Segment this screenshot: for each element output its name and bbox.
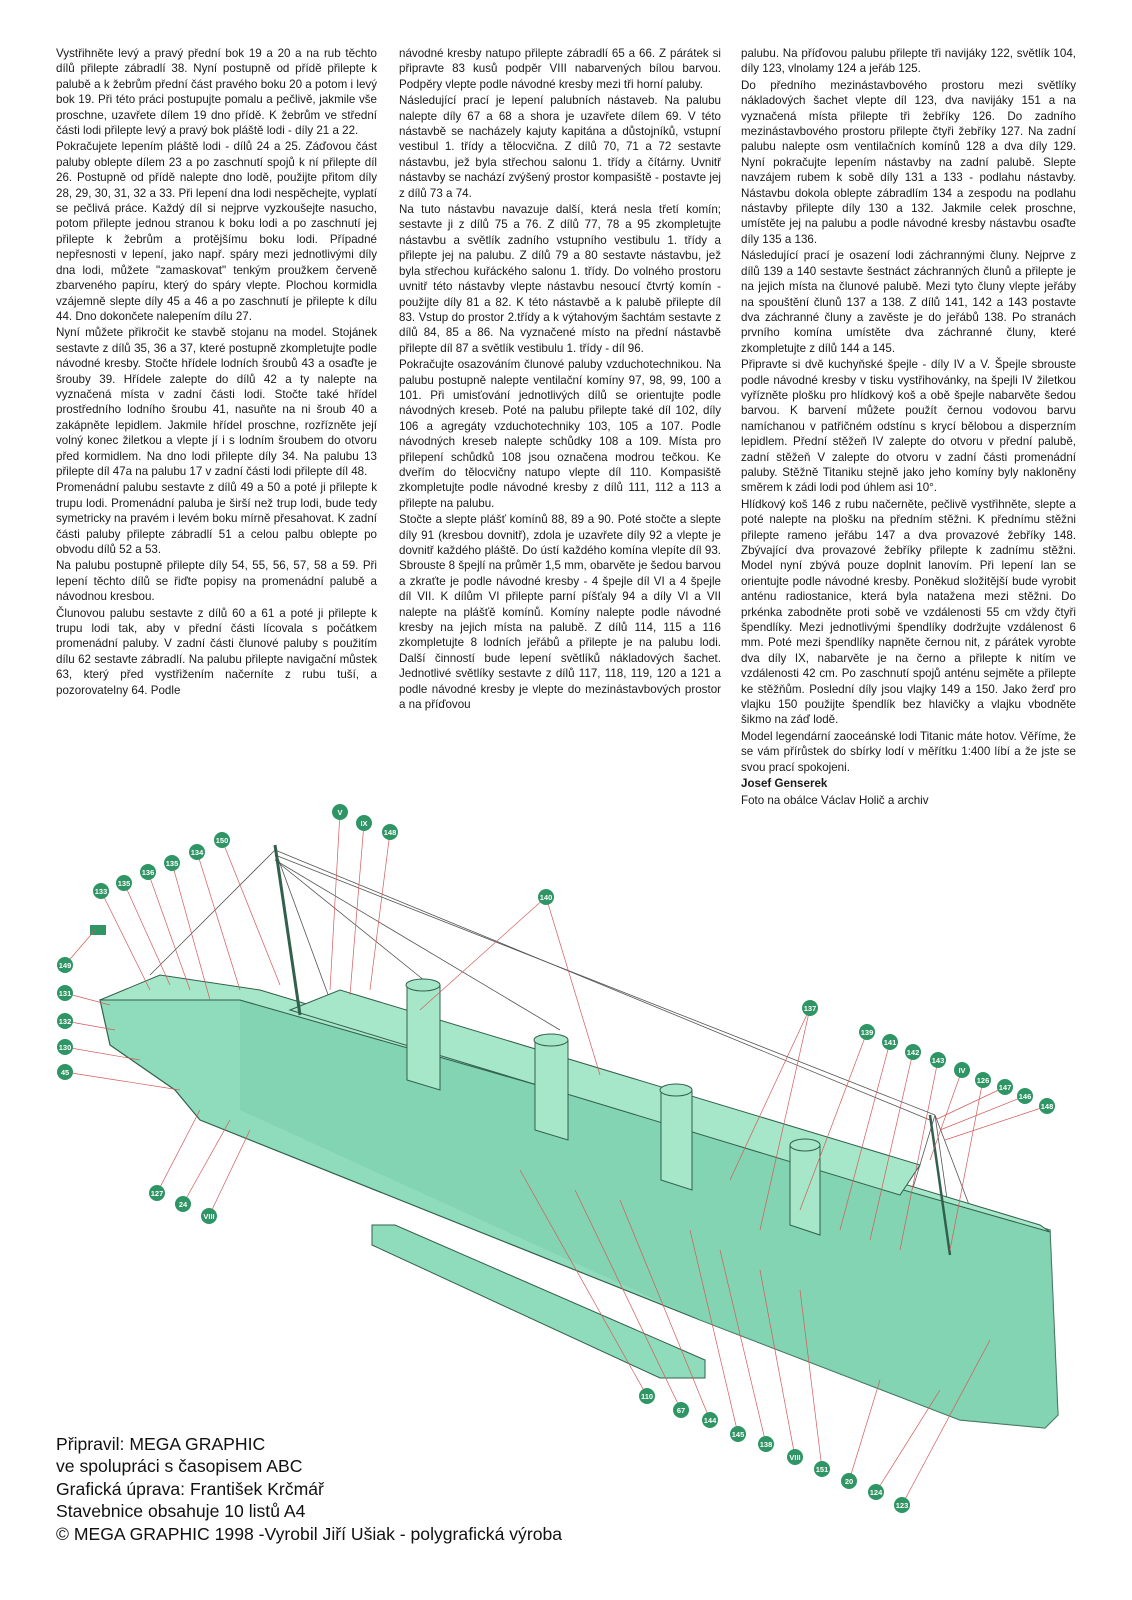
callout-badge xyxy=(189,844,205,860)
callout-label: 20 xyxy=(844,1477,854,1486)
callout-badge xyxy=(149,1185,165,1201)
callout-label: 148 xyxy=(383,828,397,837)
paragraph: Pokračujte osazováním člunové paluby vzduchotechnikou. Na palubu postupně nalepte ventilační komíny 97, 98, 99, 100 a 101. Při umisťování jednotlivých dílů se orientujte podle návodných kreseb. Poté na palubu přilepte také díl 102, díly 106 a agregáty vzduchotechniky 103, 105 a 107. Podle návodných kreseb nalepte schůdky 108 a 109. Místa pro přilepení schůdků 108 jsou označena modrou tečkou. Ke dveřím do tělocvičny natupo vlepte díl 110. Kompasiště zkompletujte podle návodné kresby z dílů 111, 112 a 113 a přilepte na palubu. xyxy=(399,358,721,510)
callout-label: VIII xyxy=(203,1212,215,1221)
callout-label: 110 xyxy=(640,1392,654,1401)
funnel-3-top xyxy=(660,1084,692,1096)
callout-label: 127 xyxy=(150,1189,164,1198)
photo-credit: Foto na obálce Václav Holič a archiv xyxy=(741,793,929,807)
callout-badge xyxy=(882,1034,898,1050)
callout-label: 147 xyxy=(998,1083,1012,1092)
paragraph: Nyní můžete přikročit ke stavbě stojanu na model. Stojánek sestavte z dílů 35, 36 a 37, které postupně zkompletujte podle návodné kresby. Stočte hřídele lodních šroubů 43 a osaďte je šrouby 39. Hřídele zalepte do dílů 42 a ty nalepte na vyznačená místa v zadní části lodi. Stočte také hřídel prostředního lodního šroubu 41, nasuňte na ni šroub 40 a zakápněte lepidlem. Jakmile hřídel proschne, rozřízněte její volný konec žiletkou a vlepte jí i s lodním šroubem do otvoru před kormidlem. Na dno lodi přilepte díly 34. Na palubu 13 přilepte díl 47a na palubu 17 v zadní části lodi přilepte díl 48. xyxy=(56,326,377,478)
funnel-1-top xyxy=(406,979,440,991)
funnel-3 xyxy=(661,1090,692,1190)
paragraph: Do předního mezinástavbového prostoru mezi světlíky nákladových šachet vlepte díl 123, dva navijáky 151 a na vyznačená místa přilepte tři žebříky 126. Do zadního mezinástavbového prostoru přilepte čtyři žebříky 127. Na zadní palubu nalepte osm ventilačních komínů 128 a dva díly 129. Nyní pokračujte lepením nástavby na zadní palubě. Slepte navzájem rubem k sobě díly 131 a 133 - podlahu nástavby. Nástavbu dokola oblepte zábradlím 134 a zespodu na podlahu nástavby přilepte díly 130 a 132. Jakmile celek proschne, umístěte jej na palubu a podle návodné kresby nástavbu osaďte díly 135 a 136. xyxy=(741,78,1076,246)
callout-badge xyxy=(332,804,348,820)
callout-badge xyxy=(997,1079,1013,1095)
callout-label: 130 xyxy=(58,1043,72,1052)
paragraph: Na palubu postupně přilepte díly 54, 55, 56, 57, 58 a 59. Při lepení těchto dílů se řiďte popisy na promenádní palubě a návodnou kresbou. xyxy=(56,559,377,604)
text-column-2 xyxy=(399,46,721,713)
callout-label: 134 xyxy=(190,848,204,857)
callout-label: 124 xyxy=(869,1488,883,1497)
callout-badge xyxy=(702,1412,718,1428)
callout-badge xyxy=(1039,1098,1055,1114)
paragraph: Model legendární zaoceánské lodi Titanic máte hotov. Věříme, že se vám přírůstek do sbírky lodí v měřítku 1:400 líbí a že jste se svou prací spokojeni. xyxy=(741,729,1076,774)
funnel-2-top xyxy=(534,1034,568,1046)
callout-label: 138 xyxy=(759,1440,773,1449)
callout-label: 135 xyxy=(117,879,131,888)
callout-badge xyxy=(356,815,372,831)
paragraph: návodné kresby natupo přilepte zábradlí 65 a 66. Z párátek si připravte 83 kusů podpěr VIII nabarvených bílou barvou. Podpěry vlepte podle návodné kresby mezi tři horní paluby. xyxy=(399,47,721,91)
text-column-1 xyxy=(56,46,377,699)
callout-badge xyxy=(214,832,230,848)
callout-badge xyxy=(57,1013,73,1029)
callout-label: 137 xyxy=(803,1004,817,1013)
callout-label: IX xyxy=(360,819,368,828)
callout-label: 126 xyxy=(976,1076,990,1085)
paragraph: Na tuto nástavbu navazuje další, která nesla třetí komín; sestavte ji z dílů 75 a 76. Z dílů 77, 78 a 95 zkompletujte nástavbu a světlík zadního vstupního vestibulu 1. třídy a přilepte jej na palubu. Z dílů 79 a 80 sestavte nástavbu, jež byla střechou kuřáckého salonu 1. třídy. Do volného prostoru uvnitř této nástavby vlepte nástavbu nesoucí čtvrtý komín - použijte díly 81 a 82. K této nástavbě a k palubě přilepte díl 83. Vstup do prostor 2.třídy a k výtahovým šachtám sestavte z dílů 84, 85 a 86. Na vyznačené místo na přední nástavbě přilepte díl 87 a světlík vestibulu 1. třídy - díl 96. xyxy=(399,203,721,355)
callout-badge xyxy=(538,889,554,905)
callout-badge xyxy=(868,1484,884,1500)
callout-badge xyxy=(140,864,156,880)
credit-line: © MEGA GRAPHIC 1998 -Vyrobil Jiří Ušiak - polygrafická výroba xyxy=(56,1523,563,1544)
callout-badge xyxy=(859,1024,875,1040)
callout-label: 143 xyxy=(931,1056,945,1065)
callout-badge xyxy=(802,1000,818,1016)
callout-label: 146 xyxy=(1018,1092,1032,1101)
callout-label: 144 xyxy=(703,1416,717,1425)
credit-line: Grafická úprava: František Krčmář xyxy=(56,1478,324,1499)
paragraph: Člunovou palubu sestavte z dílů 60 a 61 a poté ji přilepte k trupu lodi tak, aby v přední části lícovala s počátkem promenádní paluby. V zadní části člunové paluby s použitím dílu 62 sestavte zábradlí. Na palubu přilepte navigační můstek 63, který před vystřižením načerníte z rubu tuší, a pozorovatelny 64. Podle xyxy=(56,606,377,697)
publisher-credits xyxy=(56,1433,562,1545)
callout-label: 45 xyxy=(60,1068,70,1077)
callout-badge xyxy=(975,1072,991,1088)
credit-line: ve spolupráci s časopisem ABC xyxy=(56,1456,303,1477)
funnel-4 xyxy=(790,1145,820,1235)
credit-line: Stavebnice obsahuje 10 listů A4 xyxy=(56,1501,306,1522)
callout-badge xyxy=(93,883,109,899)
paragraph: Hlídkový koš 146 z rubu načerněte, pečlivě vystřihněte, slepte a poté nalepte na plošku na předním stěžni. K přednímu stěžni přilepte rameno jeřábu 147 a dva provazové žebříky 148. Zbývající dva provazové žebříky přilepte k zadnímu stěžni. Model nyní zbývá pouze doplnit lanovím. Při lepení lan se orientujte podle návodné kresby. Poněkud složitější bude vyrobit anténu radiostanice, která byla natažena mezi stěžni. Do prkénka zabodněte proti sobě ve vzdálenosti 55 cm vždy čtyři špendlíky. Mezi jednotlivými špendlíky dodržujte vzdálenost 6 mm. Poté mezi špendlíky napněte černou nit, z párátek vyrobte dva díly IX, nabarvěte je na černo a přilepte k nitím ve vzdálenosti 42 cm. Po zaschnutí spojů anténu sejměte a přilepte ke stěžňům. Poslední díly jsou vlajky 149 a 150. Jako žerď pro vlajku 150 použijte špendlík bez hlavičky a vlajku vbodněte šikmo na záď lodě. xyxy=(741,497,1076,727)
callout-badge xyxy=(730,1426,746,1442)
paragraph: palubu. Na příďovou palubu přilepte tři navijáky 122, světlík 104, díly 123, vlnolamy 124 a jeřáb 125. xyxy=(741,47,1076,76)
callout-label: 131 xyxy=(58,989,72,998)
paragraph: Připravte si dvě kuchyňské špejle - díly IV a V. Špejle sbrouste podle návodné kresby v tisku vystřihovánky, na špejli IV žiletkou vyřízněte plošku pro hlídkový koš a obě špejle nabarvěte šedou barvou. K barvení můžete použít černou vodovou barvu namíchanou v patřičném odstínu s krycí bělobou a disperzním lepidlem. Přední stěžeň IV zalepte do otvoru v přední palubě, zadní stěžeň V zalepte do otvoru v zadní části promenádní paluby. Stěžně Titaniku stejně jako jeho komíny byly nakloněny směrem k zádi lodi pod úhlem asi 10°. xyxy=(741,358,1076,495)
funnel-4-top xyxy=(790,1139,820,1151)
text-column-3 xyxy=(741,46,1076,809)
callout-badge xyxy=(57,985,73,1001)
funnel-2 xyxy=(535,1040,568,1140)
callout-label: 123 xyxy=(895,1501,909,1510)
callout-badge xyxy=(116,875,132,891)
callout-label: 150 xyxy=(215,836,229,845)
callout-badge xyxy=(905,1044,921,1060)
callout-badge xyxy=(787,1449,803,1465)
author-name: Josef Genserek xyxy=(741,777,828,791)
callout-label: 151 xyxy=(815,1465,829,1474)
paragraph: Vystřihněte levý a pravý přední bok 19 a 20 a na rub těchto dílů přilepte zábradlí 38. Nyní postupně od přídě přilepte k palubě a k žebrům přední část pravého boku 20 a potom i levý bok 19. Při této práci postupujte pomalu a pečlivě, jakmile vše proschne, uzavřete dílem 19 dno přídě. K žebrům ve střední části lodi přilepte levý a pravý bok pláště lodi - díly 21 a 22. xyxy=(56,47,377,138)
callout-label: 145 xyxy=(731,1430,745,1439)
paragraph: Stočte a slepte plášť komínů 88, 89 a 90. Poté stočte a slepte díly 91 (kresbou dovnitř), zdola je uzavřete díly 92 a vlepte je dovnitř každého pláště. Do ústí každého komína vlepíte díl 93. Sbrouste 8 špejlí na průměr 1,5 mm, obarvěte je šedou barvou a zkraťte je podle návodné kresby - 4 špejle díl VI a 4 špejle díl VII. K dílům VI přilepte parní píšťaly 94 a díly VI a VII nalepte na plášťě komínů. Komíny nalepte podle návodné kresby na jejich místa na palubě. Z dílů 114, 115 a 116 zkompletujte 8 lodních jeřábů a přilepte je na palubu lodi. Další činností bude lepení světlíků nákladových šachet. Jednotlivé světlíky sestavte z dílů 117, 118, 119, 120 a 121 a podle návodné kresby je vlepte do mezinástavbových prostor a na příďovou xyxy=(399,513,721,712)
callout-badge xyxy=(673,1402,689,1418)
callout-badge xyxy=(57,1064,73,1080)
callout-label: VIII xyxy=(789,1453,801,1462)
callout-label: V xyxy=(337,808,343,817)
callout-label: 132 xyxy=(58,1017,72,1026)
callout-badge xyxy=(382,824,398,840)
callout-badge xyxy=(758,1436,774,1452)
callout-badge xyxy=(57,1039,73,1055)
callout-label: 136 xyxy=(141,868,155,877)
callout-badge xyxy=(894,1497,910,1513)
callout-label: 133 xyxy=(94,887,108,896)
paragraph: Pokračujete lepením pláště lodi - dílů 24 a 25. Záďovou část paluby oblepte dílem 23 a po zaschnutí spojů k ní přilepte díl 26. Postupně od přídě nalepte dno lodě, použijte přitom díly 28, 29, 30, 31, 32 a 33. Při lepení dna lodi nespěchejte, vyplatí se pečlivá práce. Každý díl si nejprve vyzkoušejte nasucho, potom přilepte jednou stranou k boku lodi a po zaschnutí jej přilepte k žebrům a protějšímu boku lodi. Případné nepřesnosti v lepení, jako např. spáry mezi jednotlivými díly dna lodi, můžete "zamaskovat" tenkým proužkem červeně zbarveného papíru, který do spáry vlepte. Plochou kormidla vzájemně slepte díly 45 a 46 a po zaschnutí je přilepte k dílu 44. Dno dokončete nalepením dílu 27. xyxy=(56,140,377,323)
callout-badge xyxy=(841,1473,857,1489)
paragraph: Následující prací je lepení palubních nástaveb. Na palubu nalepte díly 67 a 68 a shora je uzavřete dílem 69. V této nástavbě se nacházely kajuty kapitána a důstojníků, vstupní vestibul 1. třídy a tělocvična. Z dílů 70, 71 a 72 sestavte nástavbu, jež byla střechou salonu 1. třídy a čítárny. Uvnitř nástavby se nachází zvýšený prostor kompasiště - postavte jej z dílů 73 a 74. xyxy=(399,94,721,200)
callout-badge xyxy=(930,1052,946,1068)
callout-badge xyxy=(175,1196,191,1212)
credit-line: Připravil: MEGA GRAPHIC xyxy=(56,1434,266,1454)
callout-badge xyxy=(639,1388,655,1404)
callout-badge xyxy=(164,855,180,871)
callout-label: 24 xyxy=(178,1200,188,1209)
callout-label: 67 xyxy=(676,1406,686,1415)
callout-label: 139 xyxy=(860,1028,874,1037)
callout-label: 142 xyxy=(906,1048,920,1057)
callout-badge xyxy=(814,1461,830,1477)
callout-badge xyxy=(201,1208,217,1224)
paragraph: Následující prací je osazení lodi záchrannými čluny. Nejprve z dílů 139 a 140 sestavte šestnáct záchranných člunů a přilepte je na jejich místa na člunové palubě. Mezi tyto čluny vlepte jeřáby na spouštění člunů 137 a 138. Z dílů 141, 142 a 143 postavte dva záchranné čluny a zavěste je do jeřábů 138. Po stranách prvního komína umístěte dva záchranné čluny, které zkompletujte z dílů 144 a 145. xyxy=(741,249,1076,355)
callout-badge xyxy=(1017,1088,1033,1104)
callout-badge xyxy=(57,957,73,973)
paragraph: Promenádní palubu sestavte z dílů 49 a 50 a poté ji přilepte k trupu lodi. Promenádní paluba je širší než trup lodi, bude tedy symetricky na pravém i levém boku mírně přesahovat. K zadní části paluby přilepte zábradlí 51 a celou palbu oblepte po obvodu dílů 52 a 53. xyxy=(56,481,377,556)
callout-label: 140 xyxy=(539,893,553,902)
callout-label: 141 xyxy=(883,1038,897,1047)
callout-label: 135 xyxy=(165,859,179,868)
callout-badge xyxy=(954,1062,970,1078)
funnel-1 xyxy=(407,985,440,1090)
callout-label: 149 xyxy=(58,961,72,970)
callout-label: 148 xyxy=(1040,1102,1054,1111)
callout-label: IV xyxy=(958,1066,966,1075)
